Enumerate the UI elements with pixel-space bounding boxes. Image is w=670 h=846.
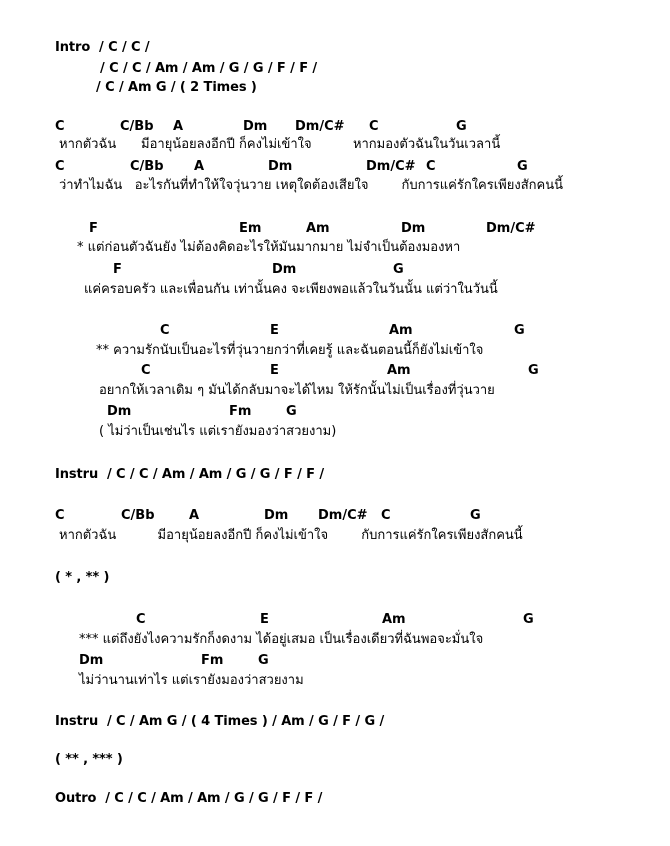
chord-symbol: C: [426, 159, 436, 174]
chord-symbol: Dm/C#: [366, 159, 416, 174]
chord-symbol: G: [528, 363, 539, 378]
chord-symbol: A: [173, 119, 184, 134]
chord-symbol: F: [89, 221, 98, 236]
repeat-marker-1: ( * , ** ): [55, 570, 110, 585]
chord-symbol: C: [55, 159, 65, 174]
chord-symbol: Em: [239, 221, 262, 236]
chord-symbol: F: [113, 262, 122, 277]
instru-line-2: Instru / C / Am G / ( 4 Times ) / Am / G / F / G /: [55, 714, 385, 729]
chord-symbol: Fm: [201, 653, 224, 668]
chord-symbol: G: [456, 119, 467, 134]
intro-line-3: / C / Am G / ( 2 Times ): [96, 80, 257, 95]
chord-symbol: E: [270, 323, 279, 338]
chord-symbol: G: [393, 262, 404, 277]
chorus-lyric-2: อยากให้เวลาเดิม ๆ มันได้กลับมาจะได้ไหม ให้รักนั้นไม่เป็นเรื่องที่วุ่นวาย: [99, 383, 495, 398]
chorus-lyric-1: ** ความรักนับเป็นอะไรที่วุ่นวายกว่าที่เคยรู้ และฉันตอนนี้ก็ยังไม่เข้าใจ: [96, 343, 484, 358]
chord-symbol: G: [517, 159, 528, 174]
bridge-lyric-2: ไม่ว่านานเท่าไร แต่เรายังมองว่าสวยงาม: [79, 673, 304, 688]
chord-symbol: Dm: [264, 508, 289, 523]
chord-symbol: A: [194, 159, 205, 174]
verse1-lyric-2: ว่าทำไมฉัน อะไรกันที่ทำให้ใจวุ่นวาย เหตุใดต้องเสียใจ กับการแค่รักใครเพียงสักคนนี้: [59, 178, 563, 193]
chord-symbol: C: [381, 508, 391, 523]
prechorus-lyric-1: * แต่ก่อนตัวฉันยัง ไม่ต้องคิดอะไรให้มันมากมาย ไม่จำเป็นต้องมองหา: [77, 240, 461, 255]
chord-symbol: C: [141, 363, 151, 378]
chord-symbol: Am: [387, 363, 411, 378]
chord-symbol: Fm: [229, 404, 252, 419]
chord-symbol: Am: [389, 323, 413, 338]
chord-symbol: C: [160, 323, 170, 338]
chord-symbol: Am: [382, 612, 406, 627]
chord-symbol: C/Bb: [130, 159, 164, 174]
chord-symbol: E: [270, 363, 279, 378]
chord-symbol: C: [55, 119, 65, 134]
chord-symbol: G: [470, 508, 481, 523]
intro-line-2: / C / C / Am / Am / G / G / F / F /: [100, 61, 318, 76]
prechorus-lyric-2: แค่ครอบครัว และเพื่อนกัน เท่านั้นคง จะเพียงพอแล้วในวันนั้น แต่ว่าในวันนี้: [84, 282, 498, 297]
chord-symbol: Dm: [268, 159, 293, 174]
chord-symbol: Dm/C#: [318, 508, 368, 523]
chord-symbol: C: [369, 119, 379, 134]
chorus-lyric-3: ( ไม่ว่าเป็นเช่นไร แต่เรายังมองว่าสวยงาม): [99, 424, 337, 439]
chord-symbol: Am: [306, 221, 330, 236]
chord-symbol: G: [286, 404, 297, 419]
chord-symbol: G: [514, 323, 525, 338]
bridge-lyric-1: *** แต่ถึงยังไงความรักก็งดงาม ได้อยู่เสมอ เป็นเรื่องเดียวที่ฉันพอจะมั่นใจ: [79, 632, 484, 647]
chord-symbol: C: [55, 508, 65, 523]
chord-symbol: A: [189, 508, 200, 523]
instru-line-1: Instru / C / C / Am / Am / G / G / F / F /: [55, 467, 325, 482]
chord-symbol: Dm: [401, 221, 426, 236]
chord-symbol: C/Bb: [120, 119, 154, 134]
verse2-lyric: หากตัวฉัน มีอายุน้อยลงอีกปี ก็คงไม่เข้าใจ กับการแค่รักใครเพียงสักคนนี้: [59, 528, 523, 543]
chord-symbol: G: [523, 612, 534, 627]
chord-symbol: Dm: [272, 262, 297, 277]
outro-line: Outro / C / C / Am / Am / G / G / F / F /: [55, 791, 323, 806]
chord-symbol: Dm: [243, 119, 268, 134]
chord-symbol: C: [136, 612, 146, 627]
chord-symbol: G: [258, 653, 269, 668]
chord-symbol: C/Bb: [121, 508, 155, 523]
chord-symbol: Dm: [79, 653, 104, 668]
verse1-lyric-1: หากตัวฉัน มีอายุน้อยลงอีกปี ก็คงไม่เข้าใจ หากมองตัวฉันในวันเวลานี้: [59, 137, 501, 152]
chord-symbol: Dm: [107, 404, 132, 419]
intro-line-1: Intro / C / C /: [55, 40, 150, 55]
chord-symbol: E: [260, 612, 269, 627]
chord-symbol: Dm/C#: [486, 221, 536, 236]
chord-symbol: Dm/C#: [295, 119, 345, 134]
repeat-marker-2: ( ** , *** ): [55, 752, 123, 767]
